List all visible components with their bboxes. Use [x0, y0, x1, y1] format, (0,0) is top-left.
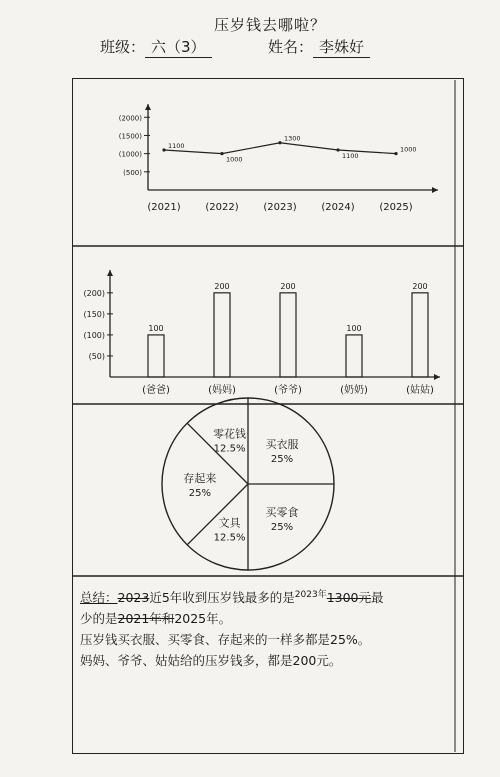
- line-y-arrow: [145, 104, 151, 110]
- line-point-label: 1100: [342, 152, 359, 160]
- bar-data-label: 200: [214, 281, 230, 291]
- summary-line-3: 压岁钱买衣服、买零食、存起来的一样多都是25%。: [80, 632, 371, 648]
- line-x-tick-label: (2023): [263, 202, 297, 213]
- bar-data-label: 100: [148, 323, 164, 333]
- bar-y-tick-label: (50): [88, 351, 105, 361]
- class-label: 班级：: [100, 38, 146, 56]
- summary-text-1: 近5年收到压岁钱最多的是: [149, 590, 295, 606]
- bar-x-arrow: [434, 374, 440, 380]
- bar-y-tick-label: (200): [83, 288, 105, 298]
- bar-y-tick-label: (150): [83, 309, 105, 319]
- bar: [214, 293, 230, 377]
- summary-text-2-end: 2025年。: [174, 611, 232, 627]
- line-point: [220, 152, 223, 155]
- line-y-tick-label: (1000): [118, 150, 142, 159]
- bar-category-label: (姑姑): [406, 385, 434, 396]
- line-point-label: 1000: [226, 155, 243, 164]
- line-point-label: 1100: [168, 142, 185, 150]
- bar: [346, 335, 362, 377]
- summary-label: 总结：: [80, 590, 118, 606]
- summary-line-2: [80, 608, 460, 629]
- summary-struck-3: 2021年和: [117, 611, 175, 627]
- pie-slice-label: 文具: [218, 516, 241, 530]
- bar-category-label: (爷爷): [274, 385, 302, 396]
- bar: [412, 293, 428, 377]
- pie-slice-label: 买衣服: [265, 437, 299, 451]
- summary-text-1-end: 最: [371, 590, 384, 606]
- summary-struck-2: 1300元: [326, 590, 372, 606]
- bar-data-label: 100: [346, 323, 362, 333]
- line-point: [278, 141, 281, 144]
- line-x-tick-label: (2024): [321, 202, 355, 213]
- line-x-tick-label: (2025): [379, 202, 413, 213]
- pie-chart: [162, 398, 334, 570]
- bar-data-label: 200: [280, 281, 296, 291]
- pie-slice-percent: 25%: [188, 488, 211, 499]
- line-chart: [119, 104, 438, 213]
- bar-data-label: 200: [412, 281, 428, 291]
- line-point-label: 1300: [284, 134, 301, 143]
- class-value: 六（3）: [145, 36, 212, 58]
- summary-inserted: 2023年: [294, 590, 327, 600]
- bar-chart: [83, 270, 440, 396]
- name-value: 李姝好: [313, 36, 370, 58]
- name-label: 姓名：: [268, 38, 314, 56]
- bar-y-arrow: [107, 270, 113, 276]
- line-series: [164, 143, 396, 154]
- line-x-tick-label: (2021): [147, 202, 181, 213]
- line-point: [336, 148, 339, 151]
- line-point-label: 1000: [400, 145, 417, 154]
- bar-category-label: (奶奶): [340, 385, 368, 396]
- page-title: 压岁钱去哪啦？: [213, 16, 326, 34]
- bar: [148, 335, 164, 377]
- line-point: [162, 148, 165, 151]
- line-y-tick-label: (2000): [118, 114, 142, 123]
- pie-slice-percent: 12.5%: [213, 532, 246, 544]
- bar-category-label: (爸爸): [142, 385, 170, 396]
- line-y-tick-label: (500): [123, 168, 142, 177]
- summary-block: [80, 585, 460, 671]
- pie-slice-percent: 12.5%: [213, 443, 246, 455]
- bar-y-tick-label: (100): [83, 330, 105, 340]
- bar-category-label: (妈妈): [208, 385, 236, 396]
- line-x-tick-label: (2022): [205, 202, 239, 213]
- summary-line-1: [80, 585, 460, 608]
- line-y-tick-label: (1500): [118, 132, 142, 141]
- summary-line-4: 妈妈、爷爷、姑姑给的压岁钱多，都是200元。: [80, 653, 342, 669]
- pie-slice-label: 零花钱: [213, 427, 247, 441]
- pie-slice-percent: 25%: [270, 522, 294, 534]
- summary-struck-1: 2023: [117, 590, 150, 606]
- pie-slice-percent: 25%: [270, 453, 294, 465]
- summary-text-2: 少的是: [80, 611, 118, 627]
- pie-slice-label: 买零食: [265, 506, 299, 520]
- pie-slice-label: 存起来: [183, 472, 217, 485]
- line-point: [394, 152, 397, 155]
- bar: [280, 293, 296, 377]
- line-x-arrow: [432, 187, 438, 193]
